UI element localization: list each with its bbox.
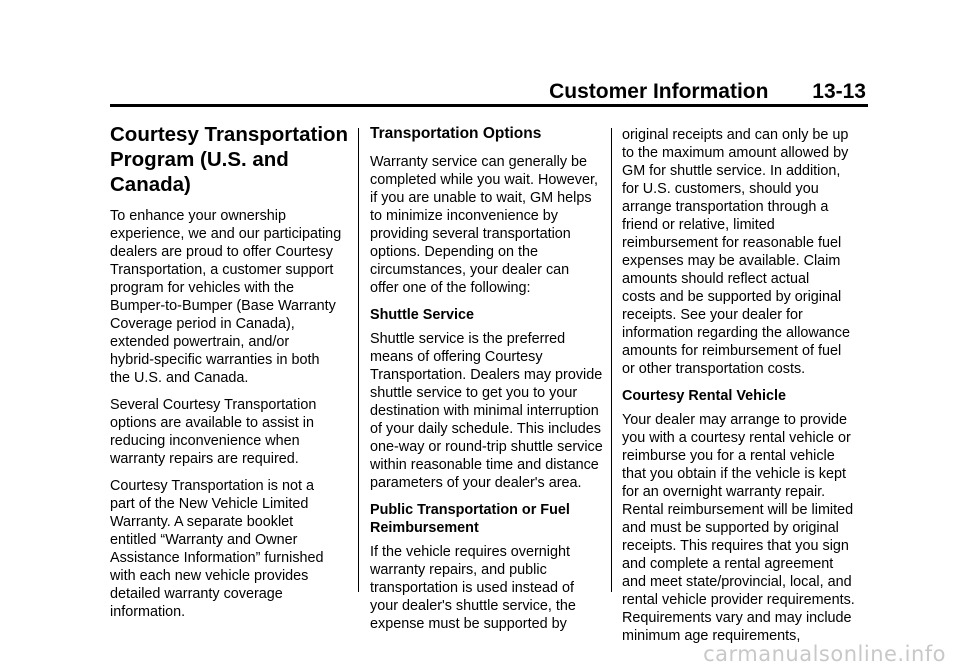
paragraph-receipts: original receipts and can only be up to the maximum amount allowed by GM for shuttle service. In addition, for U.S. customers, should you arrange transportation through a friend or relative, limited reimbursement for reasonable fuel expenses may be available. Claim amounts should reflect actual costs and be supported by original receipts. See your dealer for information regarding the allowance amounts for reimbursement of fuel or other transportation costs. bbox=[622, 127, 850, 377]
paragraph-intro: To enhance your ownership experience, we and our participating dealers are proud to offer Courtesy Transportation, a customer support program for vehicles with the Bumper-to-Bumper (Base Warranty Coverage period in Canada), extended powertrain, and/or hybrid-specific warranties in both the U.S. and Canada. bbox=[110, 208, 342, 386]
watermark-text: carmanualsonline.info bbox=[703, 642, 946, 666]
paragraph-courtesy-rental: Your dealer may arrange to provide you with a courtesy rental vehicle or reimburse you for a rental vehicle that you obtain if the vehicle is kept for an overnight warranty repair. Rental reimbursement will be limited and must be supported by original receipts. This requires that you sign and complete a rental agreement and meet state/provincial, local, and rental vehicle provider requirements. Requirements vary and may include minimum age requirements, bbox=[622, 412, 855, 644]
transportation-options-heading: Transportation Options bbox=[370, 125, 542, 142]
column-1 bbox=[110, 122, 355, 630]
public-transport-subheading: Public Transportation or Fuel Reimbursement bbox=[370, 502, 570, 536]
page-number: 13-13 bbox=[812, 80, 866, 103]
column-divider-1 bbox=[358, 128, 359, 592]
shuttle-service-subheading: Shuttle Service bbox=[370, 307, 474, 323]
paragraph-warranty-service: Warranty service can generally be completed while you wait. However, if you are unable to wait, GM helps to minimize inconvenience by providing several transportation options. Depending on the circumstances, your dealer can offer one of the following: bbox=[370, 154, 598, 296]
column-3 bbox=[622, 126, 874, 654]
column-divider-2 bbox=[611, 128, 612, 592]
column-2 bbox=[370, 124, 610, 642]
paragraph-public-transport: If the vehicle requires overnight warranty repairs, and public transportation is used instead of your dealer's shuttle service, the expense must be supported by bbox=[370, 544, 576, 632]
program-title: Courtesy Transportation Program (U.S. and Canada) bbox=[110, 123, 349, 196]
courtesy-rental-subheading: Courtesy Rental Vehicle bbox=[622, 388, 786, 404]
paragraph-warranty-note: Courtesy Transportation is not a part of the New Vehicle Limited Warranty. A separate booklet entitled “Warranty and Owner Assistance Information” furnished with each new vehicle provides detailed warranty coverage information. bbox=[110, 478, 324, 620]
page-header bbox=[549, 80, 866, 104]
header-rule bbox=[110, 104, 868, 107]
section-title: Customer Information bbox=[549, 80, 769, 103]
paragraph-shuttle-service: Shuttle service is the preferred means of offering Courtesy Transportation. Dealers may provide shuttle service to get you to your destination with minimal interruption of your daily schedule. This includes one-way or round-trip shuttle service within reasonable time and distance parameters of your dealer's area. bbox=[370, 331, 603, 491]
paragraph-options: Several Courtesy Transportation options are available to assist in reducing inconvenience when warranty repairs are required. bbox=[110, 397, 317, 467]
